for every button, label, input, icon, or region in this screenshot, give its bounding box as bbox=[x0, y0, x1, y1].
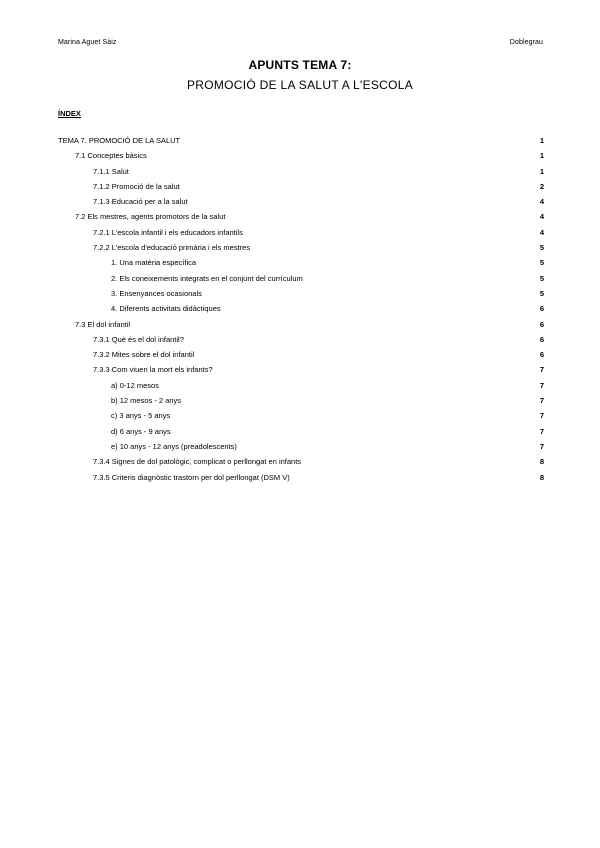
toc-entry-page: 2 bbox=[539, 181, 544, 191]
toc-entry-page: 1 bbox=[539, 136, 544, 145]
toc-entry[interactable] bbox=[0, 197, 600, 212]
toc-entry-page: 6 bbox=[539, 334, 544, 344]
toc-entry-title[interactable]: 4. Diferents activitats didàctiques bbox=[111, 304, 221, 314]
toc-entry-page: 7 bbox=[539, 396, 544, 406]
toc-entry[interactable] bbox=[0, 274, 600, 289]
toc-entry[interactable] bbox=[0, 289, 600, 304]
toc-entry-title[interactable]: b) 12 mesos - 2 anys bbox=[111, 396, 182, 406]
toc-entry[interactable] bbox=[0, 473, 600, 488]
toc-entry[interactable] bbox=[0, 411, 600, 426]
toc-entry-page: 7 bbox=[539, 411, 544, 421]
toc-entry-title[interactable]: TEMA 7. PROMOCIÓ DE LA SALUT bbox=[58, 136, 181, 145]
toc-entry[interactable] bbox=[0, 212, 600, 227]
toc-entry-page: 6 bbox=[539, 350, 544, 360]
toc-entry-page: 7 bbox=[539, 380, 544, 390]
toc-entry-title[interactable]: 2. Els coneixements integrats en el conjunt del currículum bbox=[111, 273, 303, 283]
toc-entry[interactable] bbox=[0, 228, 600, 243]
toc-entry-title[interactable]: e) 10 anys - 12 anys (preadolescents) bbox=[111, 441, 237, 451]
toc-entry-title[interactable]: 7.2.2 L'escola d'educació primària i els mestres bbox=[93, 243, 251, 253]
toc-entry-page: 6 bbox=[539, 319, 544, 329]
toc-entry-page: 8 bbox=[539, 457, 544, 467]
toc-entry-title[interactable]: 7.3.2 Mites sobre el dol infantil bbox=[93, 350, 195, 360]
toc-entry[interactable] bbox=[0, 396, 600, 411]
toc-entry-page: 4 bbox=[539, 212, 544, 222]
toc-entry[interactable] bbox=[0, 182, 600, 197]
toc-entry-title[interactable]: 7.1 Conceptes bàsics bbox=[75, 151, 147, 161]
toc-entry-title[interactable]: a) 0-12 mesos bbox=[111, 380, 159, 390]
toc-entry[interactable] bbox=[0, 427, 600, 442]
index-heading: ÍNDEX bbox=[58, 109, 81, 118]
toc-entry-title[interactable]: 7.3 El dol infantil bbox=[75, 319, 131, 329]
toc-entry-title[interactable]: 7.3.5 Criteris diagnòstic trastorn per dol perllongat (DSM V) bbox=[93, 472, 290, 482]
toc-entry[interactable] bbox=[0, 304, 600, 319]
toc-entry[interactable] bbox=[0, 258, 600, 273]
toc-entry-page: 6 bbox=[539, 304, 544, 314]
toc-entry-title[interactable]: 7.2.1 L'escola infantil i els educadors infantils bbox=[93, 227, 243, 237]
toc-entry-page: 5 bbox=[539, 243, 544, 253]
toc-entry-page: 1 bbox=[539, 151, 544, 161]
toc-entry[interactable] bbox=[0, 243, 600, 258]
toc-entry[interactable] bbox=[0, 365, 600, 380]
document-subtitle: PROMOCIÓ DE LA SALUT A L'ESCOLA bbox=[186, 78, 414, 92]
toc-entry-title[interactable]: 7.1.2 Promoció de la salut bbox=[93, 181, 180, 191]
toc-entry-page: 5 bbox=[539, 258, 544, 268]
toc-entry-page: 7 bbox=[539, 365, 544, 375]
toc-entry-title[interactable]: 7.3.3 Com viuen la mort els infants? bbox=[93, 365, 213, 375]
toc-entry-page: 5 bbox=[539, 273, 544, 283]
toc-entry-title[interactable]: d) 6 anys - 9 anys bbox=[111, 426, 171, 436]
toc-entry-title[interactable]: 7.3.4 Signes de dol patològic, complicat o perllongat en infants bbox=[93, 457, 302, 467]
toc-entry[interactable] bbox=[0, 381, 600, 396]
toc-entry-title[interactable]: 3. Ensenyances ocasionals bbox=[111, 288, 202, 298]
header-author: Marina Aguet Sàiz bbox=[58, 39, 117, 46]
toc-entry-title[interactable]: 7.3.1 Què és el dol infantil? bbox=[93, 334, 184, 344]
toc-entry-page: 8 bbox=[539, 472, 544, 482]
toc-entry[interactable] bbox=[0, 350, 600, 365]
toc-entry-title[interactable]: 7.1.1 Salut bbox=[93, 166, 129, 176]
toc-entry-title[interactable]: 1. Una matèria específica bbox=[111, 258, 197, 268]
toc-entry-page: 7 bbox=[539, 441, 544, 451]
toc-entry[interactable] bbox=[0, 442, 600, 457]
toc-entry[interactable] bbox=[0, 167, 600, 182]
toc-entry-title[interactable]: c) 3 anys - 5 anys bbox=[111, 411, 171, 421]
toc-entry-title[interactable]: 7.1.3 Educació per a la salut bbox=[93, 197, 188, 207]
table-of-contents bbox=[0, 136, 600, 488]
toc-entry-page: 5 bbox=[539, 288, 544, 298]
document-title: APUNTS TEMA 7: bbox=[248, 58, 352, 72]
header-source: Doblegrau bbox=[509, 39, 543, 46]
toc-entry-page: 4 bbox=[539, 197, 544, 207]
toc-entry[interactable] bbox=[0, 136, 600, 151]
toc-entry-title[interactable]: 7.2 Els mestres, agents promotors de la salut bbox=[75, 212, 226, 222]
toc-entry-page: 4 bbox=[539, 227, 544, 237]
toc-entry-page: 7 bbox=[539, 426, 544, 436]
toc-entry[interactable] bbox=[0, 457, 600, 472]
toc-entry-page: 1 bbox=[539, 166, 544, 176]
toc-entry[interactable] bbox=[0, 151, 600, 166]
toc-entry[interactable] bbox=[0, 335, 600, 350]
toc-entry[interactable] bbox=[0, 320, 600, 335]
